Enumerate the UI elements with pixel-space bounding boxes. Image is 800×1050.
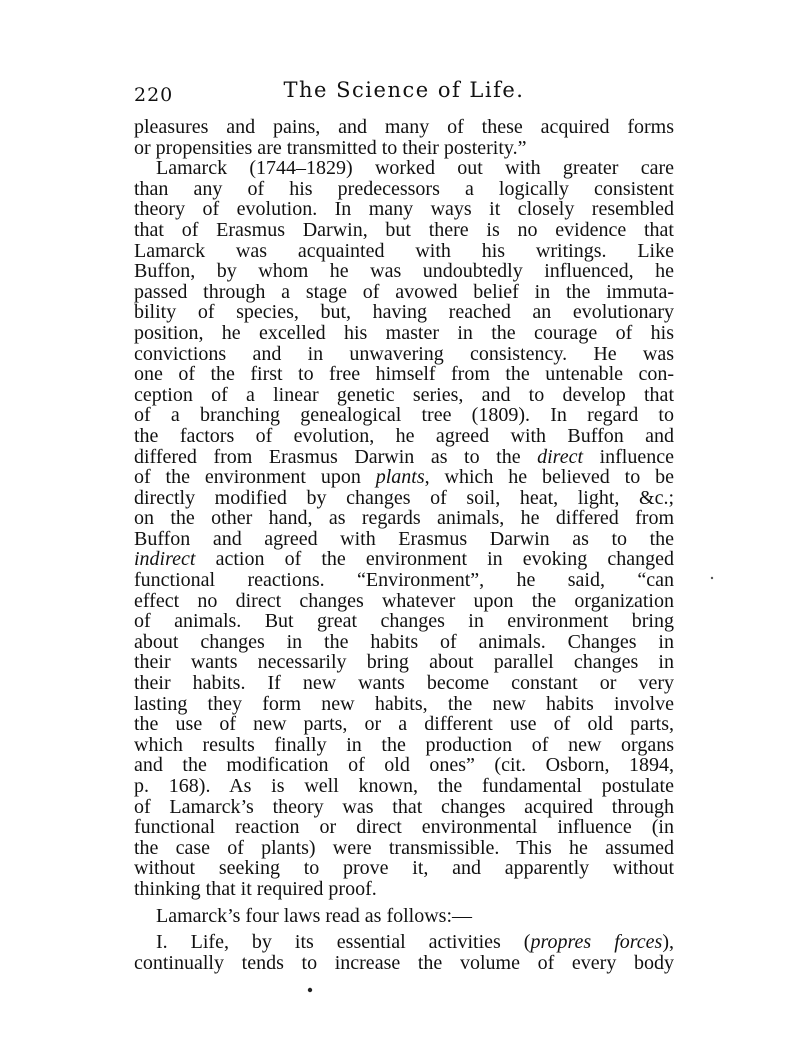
text-span: bility of species, but, having reached an evolutionary xyxy=(134,301,674,324)
text-span: the use of new parts, or a different use of old parts, xyxy=(134,713,674,736)
text-span: of a branching genealogical tree (1809). In regard to xyxy=(134,404,674,427)
text-span: Buffon and agreed with Erasmus Darwin as to the xyxy=(134,527,674,550)
text-span: Buffon, by whom he was undoubtedly influenced, he xyxy=(134,260,674,283)
ink-speck xyxy=(308,988,312,992)
text-span: lasting they form new habits, the new habits involve xyxy=(134,692,674,715)
text-span: their habits. If new wants become constant or very xyxy=(134,672,674,695)
text-span: on the other hand, as regards animals, he differed from xyxy=(134,507,674,530)
text-span: directly modified by changes of soil, heat, light, &c.; xyxy=(134,486,674,509)
italic-span: propres forces xyxy=(530,931,663,954)
text-span: the factors of evolution, he agreed with Buffon and xyxy=(134,424,674,447)
text-span: than any of his predecessors a logically consistent xyxy=(134,177,674,200)
text-span: ception of a linear genetic series, and to develop that xyxy=(134,383,674,406)
text-span: that of Erasmus Darwin, but there is no evidence that xyxy=(134,218,674,241)
text-span: of animals. But great changes in environment bring xyxy=(134,610,674,633)
text-span: functional reaction or direct environmental influence (in xyxy=(134,816,674,839)
italic-span: indirect xyxy=(134,548,196,571)
text-span: continually tends to increase the volume of every body xyxy=(134,951,674,974)
text-span: position, he excelled his master in the courage of his xyxy=(134,321,674,344)
text-span: I. Life, by its essential activities ( xyxy=(156,931,531,954)
text-span: their wants necessarily bring about parallel changes in xyxy=(134,651,674,674)
text-span: of Lamarck’s theory was that changes acquired through xyxy=(134,795,674,818)
running-title: The Science of Life. xyxy=(283,78,525,102)
text-span: Lamarck was acquainted with his writings. Like xyxy=(134,239,674,262)
text-span: or propensities are transmitted to their posterity.” xyxy=(134,136,527,159)
text-span: and the modification of old ones” (cit. Osborn, 1894, xyxy=(134,754,674,777)
text-span: Lamarck (1744–1829) worked out with greater care xyxy=(156,157,674,180)
text-span: influence xyxy=(583,445,674,468)
text-span: theory of evolution. In many ways it closely resembled xyxy=(134,198,674,221)
text-span: passed through a stage of avowed belief in the immuta- xyxy=(134,280,674,303)
text-span: differed from Erasmus Darwin as to the xyxy=(134,445,538,468)
text-span: about changes in the habits of animals. Changes in xyxy=(134,630,674,653)
text-span: pleasures and pains, and many of these acquired forms xyxy=(134,116,674,138)
text-span: functional reactions. “Environment”, he said, “can xyxy=(134,569,674,592)
text-span: p. 168). As is well known, the fundamental postulate xyxy=(134,775,674,797)
text-span: ), xyxy=(662,931,674,954)
text-span: one of the first to free himself from the untenable con- xyxy=(134,363,674,386)
page-number: 220 xyxy=(134,84,174,106)
italic-span: direct xyxy=(537,445,584,468)
text-span: thinking that it required proof. xyxy=(134,877,377,900)
text-span: effect no direct changes whatever upon the organization xyxy=(134,589,674,612)
text-span: which results finally in the production of new organs xyxy=(134,733,674,756)
text-span: , which he believed to be xyxy=(424,466,674,489)
text-span: of the environment upon xyxy=(134,466,376,489)
text-span: without seeking to prove it, and apparently without xyxy=(134,857,674,880)
ink-speck xyxy=(711,577,713,579)
text-span: convictions and in unwavering consistency. He was xyxy=(134,342,674,365)
text-span: action of the environment in evoking changed xyxy=(195,548,674,571)
text-span: Lamarck’s four laws read as follows:— xyxy=(156,904,473,927)
italic-span: plants xyxy=(375,466,425,489)
text-span: the case of plants) were transmissible. This he assumed xyxy=(134,836,674,859)
